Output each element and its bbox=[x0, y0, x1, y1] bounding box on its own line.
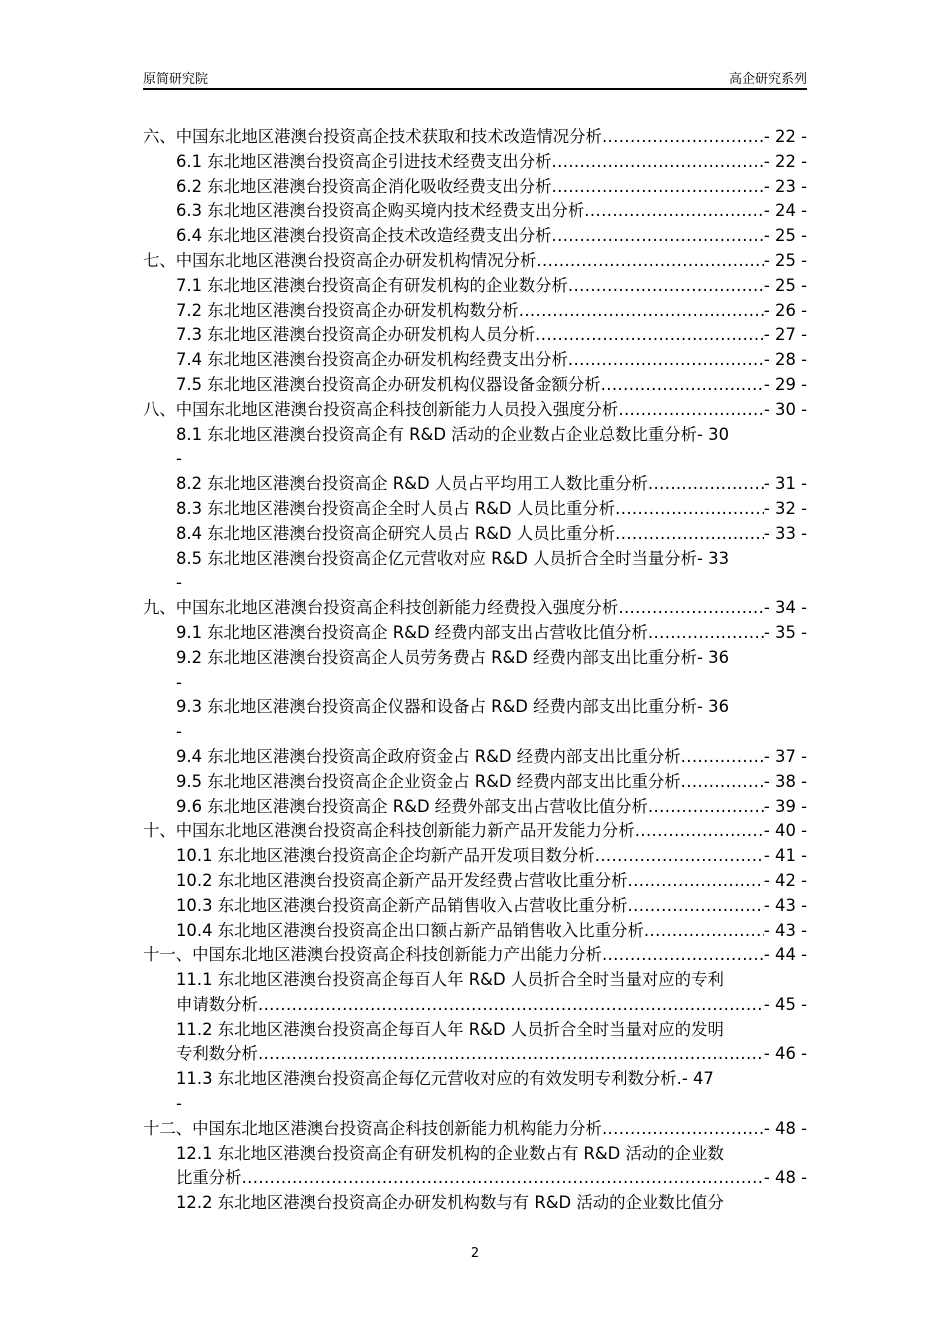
toc-section[interactable] bbox=[143, 695, 807, 745]
toc-page-number: - 46 - bbox=[763, 1044, 807, 1064]
toc-page-number: - 44 - bbox=[763, 945, 807, 965]
toc-title: 11.3 东北地区港澳台投资高企每亿元营收对应的有效发明专利数分析. bbox=[176, 1069, 682, 1089]
toc-section[interactable] bbox=[143, 795, 807, 820]
header-series: 高企研究系列 bbox=[728, 72, 807, 87]
toc-page-number-wrap: - bbox=[176, 573, 182, 593]
toc-title: 7.4 东北地区港澳台投资高企办研发机构经费支出分析 bbox=[176, 350, 568, 370]
dot-leader bbox=[681, 770, 764, 795]
toc-title: 9.4 东北地区港澳台投资高企政府资金占 R&D 经费内部支出比重分析 bbox=[176, 746, 681, 766]
toc-title: 8.2 东北地区港澳台投资高企 R&D 人员占平均用工人数比重分析 bbox=[176, 474, 648, 494]
toc-title: 6.4 东北地区港澳台投资高企技术改造经费支出分析 bbox=[176, 226, 552, 246]
toc-title: 9.6 东北地区港澳台投资高企 R&D 经费外部支出占营收比值分析 bbox=[176, 796, 648, 816]
toc-page-number-wrap: - bbox=[176, 672, 182, 692]
toc-page-number: - 23 - bbox=[763, 176, 807, 196]
toc-section[interactable] bbox=[143, 547, 807, 597]
toc-section[interactable] bbox=[143, 472, 807, 497]
toc-section[interactable] bbox=[143, 1142, 807, 1192]
toc-page-number: - 22 - bbox=[763, 127, 807, 146]
toc-title: 9.3 东北地区港澳台投资高企仪器和设备占 R&D 经费内部支出比重分析 bbox=[176, 697, 698, 717]
dot-leader bbox=[627, 894, 763, 919]
toc-section[interactable] bbox=[143, 1191, 807, 1216]
toc-section[interactable] bbox=[143, 175, 807, 200]
toc-title: 7.5 东北地区港澳台投资高企办研发机构仪器设备金额分析 bbox=[176, 374, 601, 394]
toc-page-number-wrap: - bbox=[176, 1094, 182, 1114]
toc-title: 9.1 东北地区港澳台投资高企 R&D 经费内部支出占营收比值分析 bbox=[176, 622, 648, 642]
toc-page-number-wrap: - bbox=[176, 449, 182, 469]
toc-page-number: - 37 - bbox=[763, 746, 807, 766]
dot-leader bbox=[568, 274, 764, 299]
toc-title: 6.3 东北地区港澳台投资高企购买境内技术经费支出分析 bbox=[176, 201, 585, 221]
dot-leader bbox=[627, 869, 763, 894]
toc-section[interactable] bbox=[143, 150, 807, 175]
toc-title: 9.2 东北地区港澳台投资高企人员劳务费占 R&D 经费内部支出比重分析 bbox=[176, 647, 698, 667]
toc-section[interactable] bbox=[143, 199, 807, 224]
toc-page-number: - 38 - bbox=[763, 771, 807, 791]
toc-section[interactable] bbox=[143, 745, 807, 770]
toc-page-number: - 30 bbox=[697, 424, 730, 444]
toc-chapter[interactable] bbox=[143, 596, 807, 621]
toc-page-number: - 36 bbox=[697, 697, 730, 717]
toc-title: 十、中国东北地区港澳台投资高企科技创新能力新产品开发能力分析 bbox=[143, 821, 635, 841]
toc-section[interactable] bbox=[143, 224, 807, 249]
toc-page-number: - 42 - bbox=[763, 870, 807, 890]
toc-title: 10.4 东北地区港澳台投资高企出口额占新产品销售收入比重分析 bbox=[176, 920, 644, 940]
toc-title: 7.2 东北地区港澳台投资高企办研发机构数分析 bbox=[176, 300, 519, 320]
toc-page-number: - 35 - bbox=[763, 622, 807, 642]
toc-page-number: - 32 - bbox=[763, 498, 807, 518]
toc-section[interactable] bbox=[143, 894, 807, 919]
toc-section[interactable] bbox=[143, 869, 807, 894]
toc-page-number: - 27 - bbox=[763, 325, 807, 345]
dot-leader bbox=[618, 398, 764, 423]
table-of-contents bbox=[143, 125, 807, 1216]
toc-title: 8.1 东北地区港澳台投资高企有 R&D 活动的企业数占企业总数比重分析 bbox=[176, 424, 698, 444]
toc-section[interactable] bbox=[143, 621, 807, 646]
dot-leader bbox=[602, 125, 764, 150]
toc-section[interactable] bbox=[143, 770, 807, 795]
dot-leader bbox=[635, 819, 764, 844]
dot-leader bbox=[551, 224, 763, 249]
toc-page-number: - 30 - bbox=[763, 399, 807, 419]
toc-chapter[interactable] bbox=[143, 819, 807, 844]
dot-leader bbox=[595, 844, 764, 869]
dot-leader bbox=[258, 993, 764, 1018]
toc-title: 8.5 东北地区港澳台投资高企亿元营收对应 R&D 人员折合全时当量分析 bbox=[176, 548, 698, 568]
toc-chapter[interactable] bbox=[143, 1117, 807, 1142]
toc-title: 十二、中国东北地区港澳台投资高企科技创新能力机构能力分析 bbox=[143, 1118, 602, 1138]
dot-leader bbox=[568, 348, 764, 373]
toc-section[interactable] bbox=[143, 497, 807, 522]
dot-leader bbox=[648, 472, 764, 497]
toc-title: 12.2 东北地区港澳台投资高企办研发机构数与有 R&D 活动的企业数比值分 bbox=[176, 1193, 724, 1213]
toc-title: 6.2 东北地区港澳台投资高企消化吸收经费支出分析 bbox=[176, 176, 552, 196]
toc-page-number: - 36 bbox=[697, 647, 730, 667]
toc-page-number: - 43 - bbox=[763, 895, 807, 915]
toc-page-number: - 22 - bbox=[763, 151, 807, 171]
toc-title: 12.1 东北地区港澳台投资高企有研发机构的企业数占有 R&D 活动的企业数 bbox=[176, 1143, 724, 1163]
toc-page-number: - 28 - bbox=[763, 350, 807, 370]
toc-chapter[interactable] bbox=[143, 249, 807, 274]
dot-leader bbox=[535, 323, 764, 348]
toc-title: 8.4 东北地区港澳台投资高企研究人员占 R&D 人员比重分析 bbox=[176, 523, 616, 543]
toc-page-number: - 34 - bbox=[763, 598, 807, 618]
toc-title: 八、中国东北地区港澳台投资高企科技创新能力人员投入强度分析 bbox=[143, 399, 619, 419]
header-organization: 原简研究院 bbox=[143, 72, 209, 87]
toc-title-continuation: 专利数分析 bbox=[176, 1044, 258, 1064]
toc-page-number: - 29 - bbox=[763, 374, 807, 394]
toc-section[interactable] bbox=[143, 1018, 807, 1068]
toc-section[interactable] bbox=[143, 522, 807, 547]
page-number: 2 bbox=[470, 1246, 480, 1261]
dot-leader bbox=[519, 299, 764, 324]
toc-title-continuation: 申请数分析 bbox=[176, 994, 258, 1014]
toc-title: 六、中国东北地区港澳台投资高企技术获取和技术改造情况分析 bbox=[143, 127, 602, 146]
dot-leader bbox=[584, 199, 764, 224]
toc-page-number-wrap: - bbox=[176, 722, 182, 742]
toc-section[interactable] bbox=[143, 1067, 807, 1117]
toc-page-number: - 25 - bbox=[763, 226, 807, 246]
toc-chapter[interactable] bbox=[143, 943, 807, 968]
toc-title: 8.3 东北地区港澳台投资高企全时人员占 R&D 人员比重分析 bbox=[176, 498, 616, 518]
dot-leader bbox=[615, 497, 764, 522]
toc-page-number: - 24 - bbox=[763, 201, 807, 221]
toc-page-number: - 33 bbox=[697, 548, 730, 568]
toc-page-number: - 25 - bbox=[763, 250, 807, 270]
toc-page-number: - 26 - bbox=[763, 300, 807, 320]
toc-section[interactable] bbox=[143, 919, 807, 944]
toc-page-number: - 40 - bbox=[763, 821, 807, 841]
toc-title: 10.3 东北地区港澳台投资高企新产品销售收入占营收比重分析 bbox=[176, 895, 628, 915]
dot-leader bbox=[648, 621, 764, 646]
dot-leader bbox=[602, 943, 764, 968]
toc-section[interactable] bbox=[143, 646, 807, 696]
toc-title: 9.5 东北地区港澳台投资高企企业资金占 R&D 经费内部支出比重分析 bbox=[176, 771, 681, 791]
page-header bbox=[143, 66, 807, 90]
toc-title: 6.1 东北地区港澳台投资高企引进技术经费支出分析 bbox=[176, 151, 552, 171]
dot-leader bbox=[258, 1042, 764, 1067]
toc-page-number: - 33 - bbox=[763, 523, 807, 543]
toc-section[interactable] bbox=[143, 323, 807, 348]
toc-page-number: - 48 - bbox=[763, 1168, 807, 1188]
toc-title: 九、中国东北地区港澳台投资高企科技创新能力经费投入强度分析 bbox=[143, 598, 619, 618]
toc-page-number: - 25 - bbox=[763, 275, 807, 295]
toc-chapter[interactable] bbox=[143, 125, 807, 150]
toc-page-number: - 43 - bbox=[763, 920, 807, 940]
toc-title: 7.1 东北地区港澳台投资高企有研发机构的企业数分析 bbox=[176, 275, 568, 295]
toc-page-number: - 31 - bbox=[763, 474, 807, 494]
toc-page-number: - 48 - bbox=[763, 1118, 807, 1138]
dot-leader bbox=[618, 596, 764, 621]
dot-leader bbox=[681, 745, 764, 770]
toc-section[interactable] bbox=[143, 348, 807, 373]
toc-title: 十一、中国东北地区港澳台投资高企科技创新能力产出能力分析 bbox=[143, 945, 602, 965]
dot-leader bbox=[242, 1166, 764, 1191]
dot-leader bbox=[648, 795, 764, 820]
dot-leader bbox=[536, 249, 764, 274]
dot-leader bbox=[644, 919, 764, 944]
toc-title: 7.3 东北地区港澳台投资高企办研发机构人员分析 bbox=[176, 325, 536, 345]
toc-section[interactable] bbox=[143, 299, 807, 324]
dot-leader bbox=[615, 522, 764, 547]
toc-section[interactable] bbox=[143, 968, 807, 1018]
toc-section[interactable] bbox=[143, 373, 807, 398]
dot-leader bbox=[602, 1117, 764, 1142]
toc-section[interactable] bbox=[143, 844, 807, 869]
dot-leader bbox=[601, 373, 764, 398]
toc-title: 10.2 东北地区港澳台投资高企新产品开发经费占营收比重分析 bbox=[176, 870, 628, 890]
toc-section[interactable] bbox=[143, 423, 807, 473]
toc-title: 11.2 东北地区港澳台投资高企每百人年 R&D 人员折合全时当量对应的发明 bbox=[176, 1019, 724, 1039]
toc-page-number: - 41 - bbox=[763, 846, 807, 866]
toc-page-number: - 39 - bbox=[763, 796, 807, 816]
toc-page-number: - 47 bbox=[681, 1069, 714, 1089]
toc-section[interactable] bbox=[143, 274, 807, 299]
toc-title-continuation: 比重分析 bbox=[176, 1168, 242, 1188]
toc-page-number: - 45 - bbox=[763, 994, 807, 1014]
toc-chapter[interactable] bbox=[143, 398, 807, 423]
toc-title: 10.1 东北地区港澳台投资高企企均新产品开发项目数分析 bbox=[176, 846, 595, 866]
toc-title: 11.1 东北地区港澳台投资高企每百人年 R&D 人员折合全时当量对应的专利 bbox=[176, 970, 724, 990]
dot-leader bbox=[551, 175, 763, 200]
dot-leader bbox=[551, 150, 763, 175]
toc-title: 七、中国东北地区港澳台投资高企办研发机构情况分析 bbox=[143, 250, 537, 270]
